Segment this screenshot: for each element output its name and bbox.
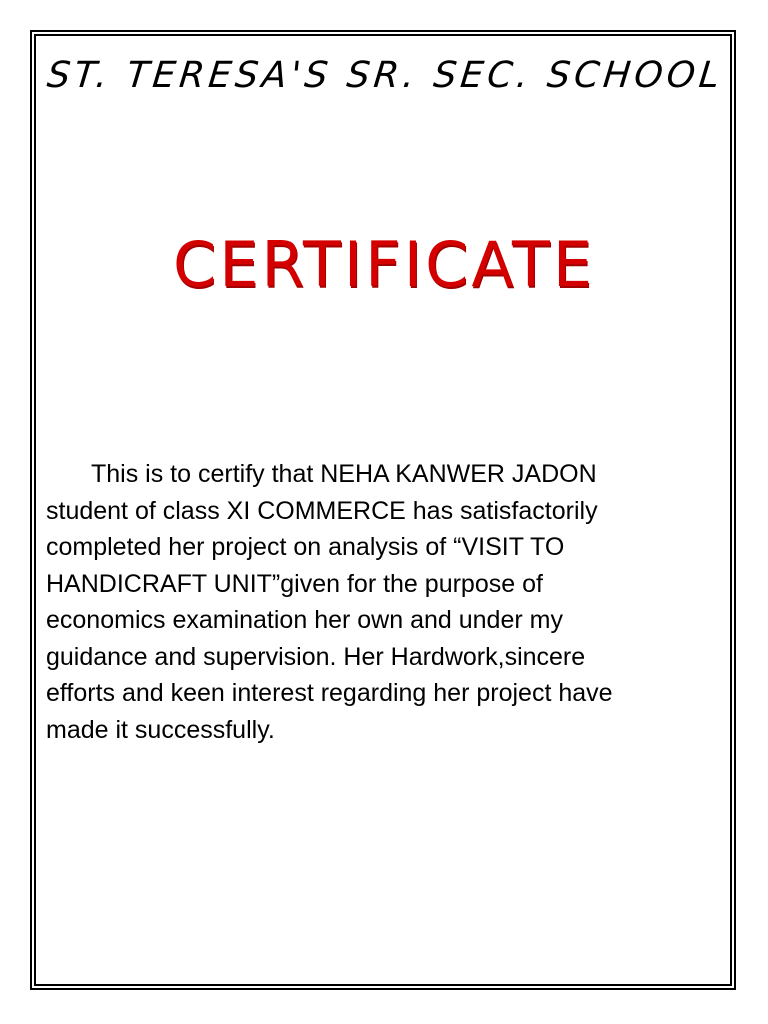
certificate-title: CERTIFICATE xyxy=(172,228,596,301)
school-name: ST. TERESA'S SR. SEC. SCHOOL xyxy=(45,55,726,96)
certificate-body: This is to certify that NEHA KANWER JADON student of class XI COMMERCE has satisfactorily completed her project on analysis of “VISIT TO HANDICRAFT UNIT”given for the purpose of economics examination her own and under my guidance and supervision. Her Hardwork,sincere efforts and keen interest regarding her project have made it successfully. xyxy=(46,460,613,744)
